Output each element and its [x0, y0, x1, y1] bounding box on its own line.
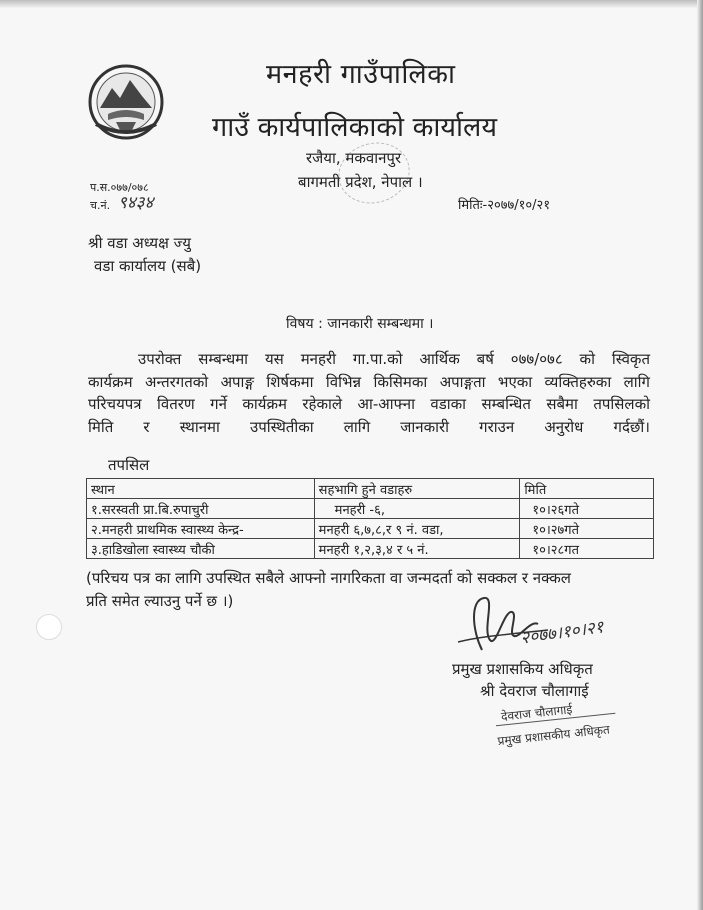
table-cell: मनहरी -६,: [314, 499, 520, 519]
ps-number: प.स.०७७/०७८: [90, 181, 149, 194]
address-line-1: रजैया, मकवानपुर: [306, 149, 402, 167]
scan-edge-right: [697, 0, 703, 910]
name-stamp: [494, 696, 618, 749]
body-line-3: परिचयपत्र वितरण गर्ने कार्यक्रम रहेकाले आ-आफ्ना वडाका सम्बन्धित सबैमा तपसिलको: [88, 395, 650, 413]
header-cell: मिति: [520, 479, 654, 499]
table-row: [87, 539, 654, 559]
signatory-name: श्री देवराज चौलागाई: [480, 682, 589, 700]
chalani-number: ९४३४: [118, 193, 154, 213]
table-cell: १०।२७गते: [520, 519, 654, 539]
signatory-title: प्रमुख प्रशासकिय अधिकृत: [452, 660, 593, 678]
table-row: [87, 519, 654, 539]
stamp-line-2: प्रमुख प्रशासकीय अधिकृत: [496, 722, 611, 749]
note-line-1: (परिचय पत्र का लागि उपस्थित सबैले आफ्नो नागरिकता वा जन्मदर्ता को सक्कल र नक्कल: [86, 569, 571, 587]
recipient-line-2: वडा कार्यालय (सबै): [94, 257, 202, 275]
table-cell: १०।२६गते: [520, 499, 654, 519]
office-subtitle: गाउँ कार्यपालिकाको कार्यालय: [212, 112, 497, 143]
tapasil-label: तपसिल: [108, 456, 150, 474]
letter-date: मितिः-२०७७/१०/२१: [458, 198, 551, 213]
body-line-1: उपरोक्त सम्बन्धमा यस मनहरी गा.पा.को आर्थिक बर्ष ०७७/०७८ को स्विकृत: [138, 350, 650, 368]
table-cell: मनहरी ६,७,८,र ९ नं. वडा,: [314, 519, 520, 539]
recipient-line-1: श्री वडा अध्यक्ष ज्यु: [88, 234, 191, 252]
address-line-2: बागमती प्रदेश, नेपाल ।: [298, 173, 423, 191]
chalani-label: च.नं.: [90, 199, 111, 212]
header-cell: स्थान: [87, 479, 315, 499]
body-line-2: कार्यक्रम अन्तरगतको अपाङ्ग शिर्षकमा विभिन्न किसिमका अपाङ्गता भएका व्यक्तिहरुका लागि: [88, 372, 650, 391]
note: [86, 567, 666, 613]
body-paragraph: [88, 348, 650, 438]
subject: विषय : जानकारी सम्बन्धमा ।: [286, 316, 434, 332]
punch-hole: [36, 614, 62, 640]
body-line-4: मिति र स्थानमा उपस्थितीका लागि जानकारी गराउन अनुरोध गर्दछौं।: [88, 417, 650, 436]
table-cell: १.सरस्वती प्रा.बि.रुपाचुरी: [87, 499, 315, 519]
office-title: मनहरी गाउँपालिका: [266, 59, 456, 90]
nepal-emblem-icon: [86, 62, 166, 142]
table-row: [87, 499, 654, 519]
table-cell: ३.हाडिखोला स्वास्थ्य चौकी: [87, 539, 315, 559]
table-cell: २.मनहरी प्राथमिक स्वास्थ्य केन्द्र-: [87, 519, 315, 539]
header-cell: सहभागि हुने वडाहरु: [314, 479, 520, 499]
note-line-2: प्रति समेत ल्याउनु पर्ने छ ।): [86, 592, 234, 610]
table-cell: मनहरी १,२,३,४ र ५ नं.: [314, 539, 520, 559]
schedule-table: [86, 478, 654, 559]
table-cell: १०।२८गत: [520, 539, 654, 559]
signature-date: २०७७।१०।२१: [519, 617, 605, 649]
table-header-row: [87, 479, 654, 499]
stamp-line-1: देवराज चौलागाई: [494, 696, 615, 726]
scan-edge-top: [0, 0, 703, 8]
